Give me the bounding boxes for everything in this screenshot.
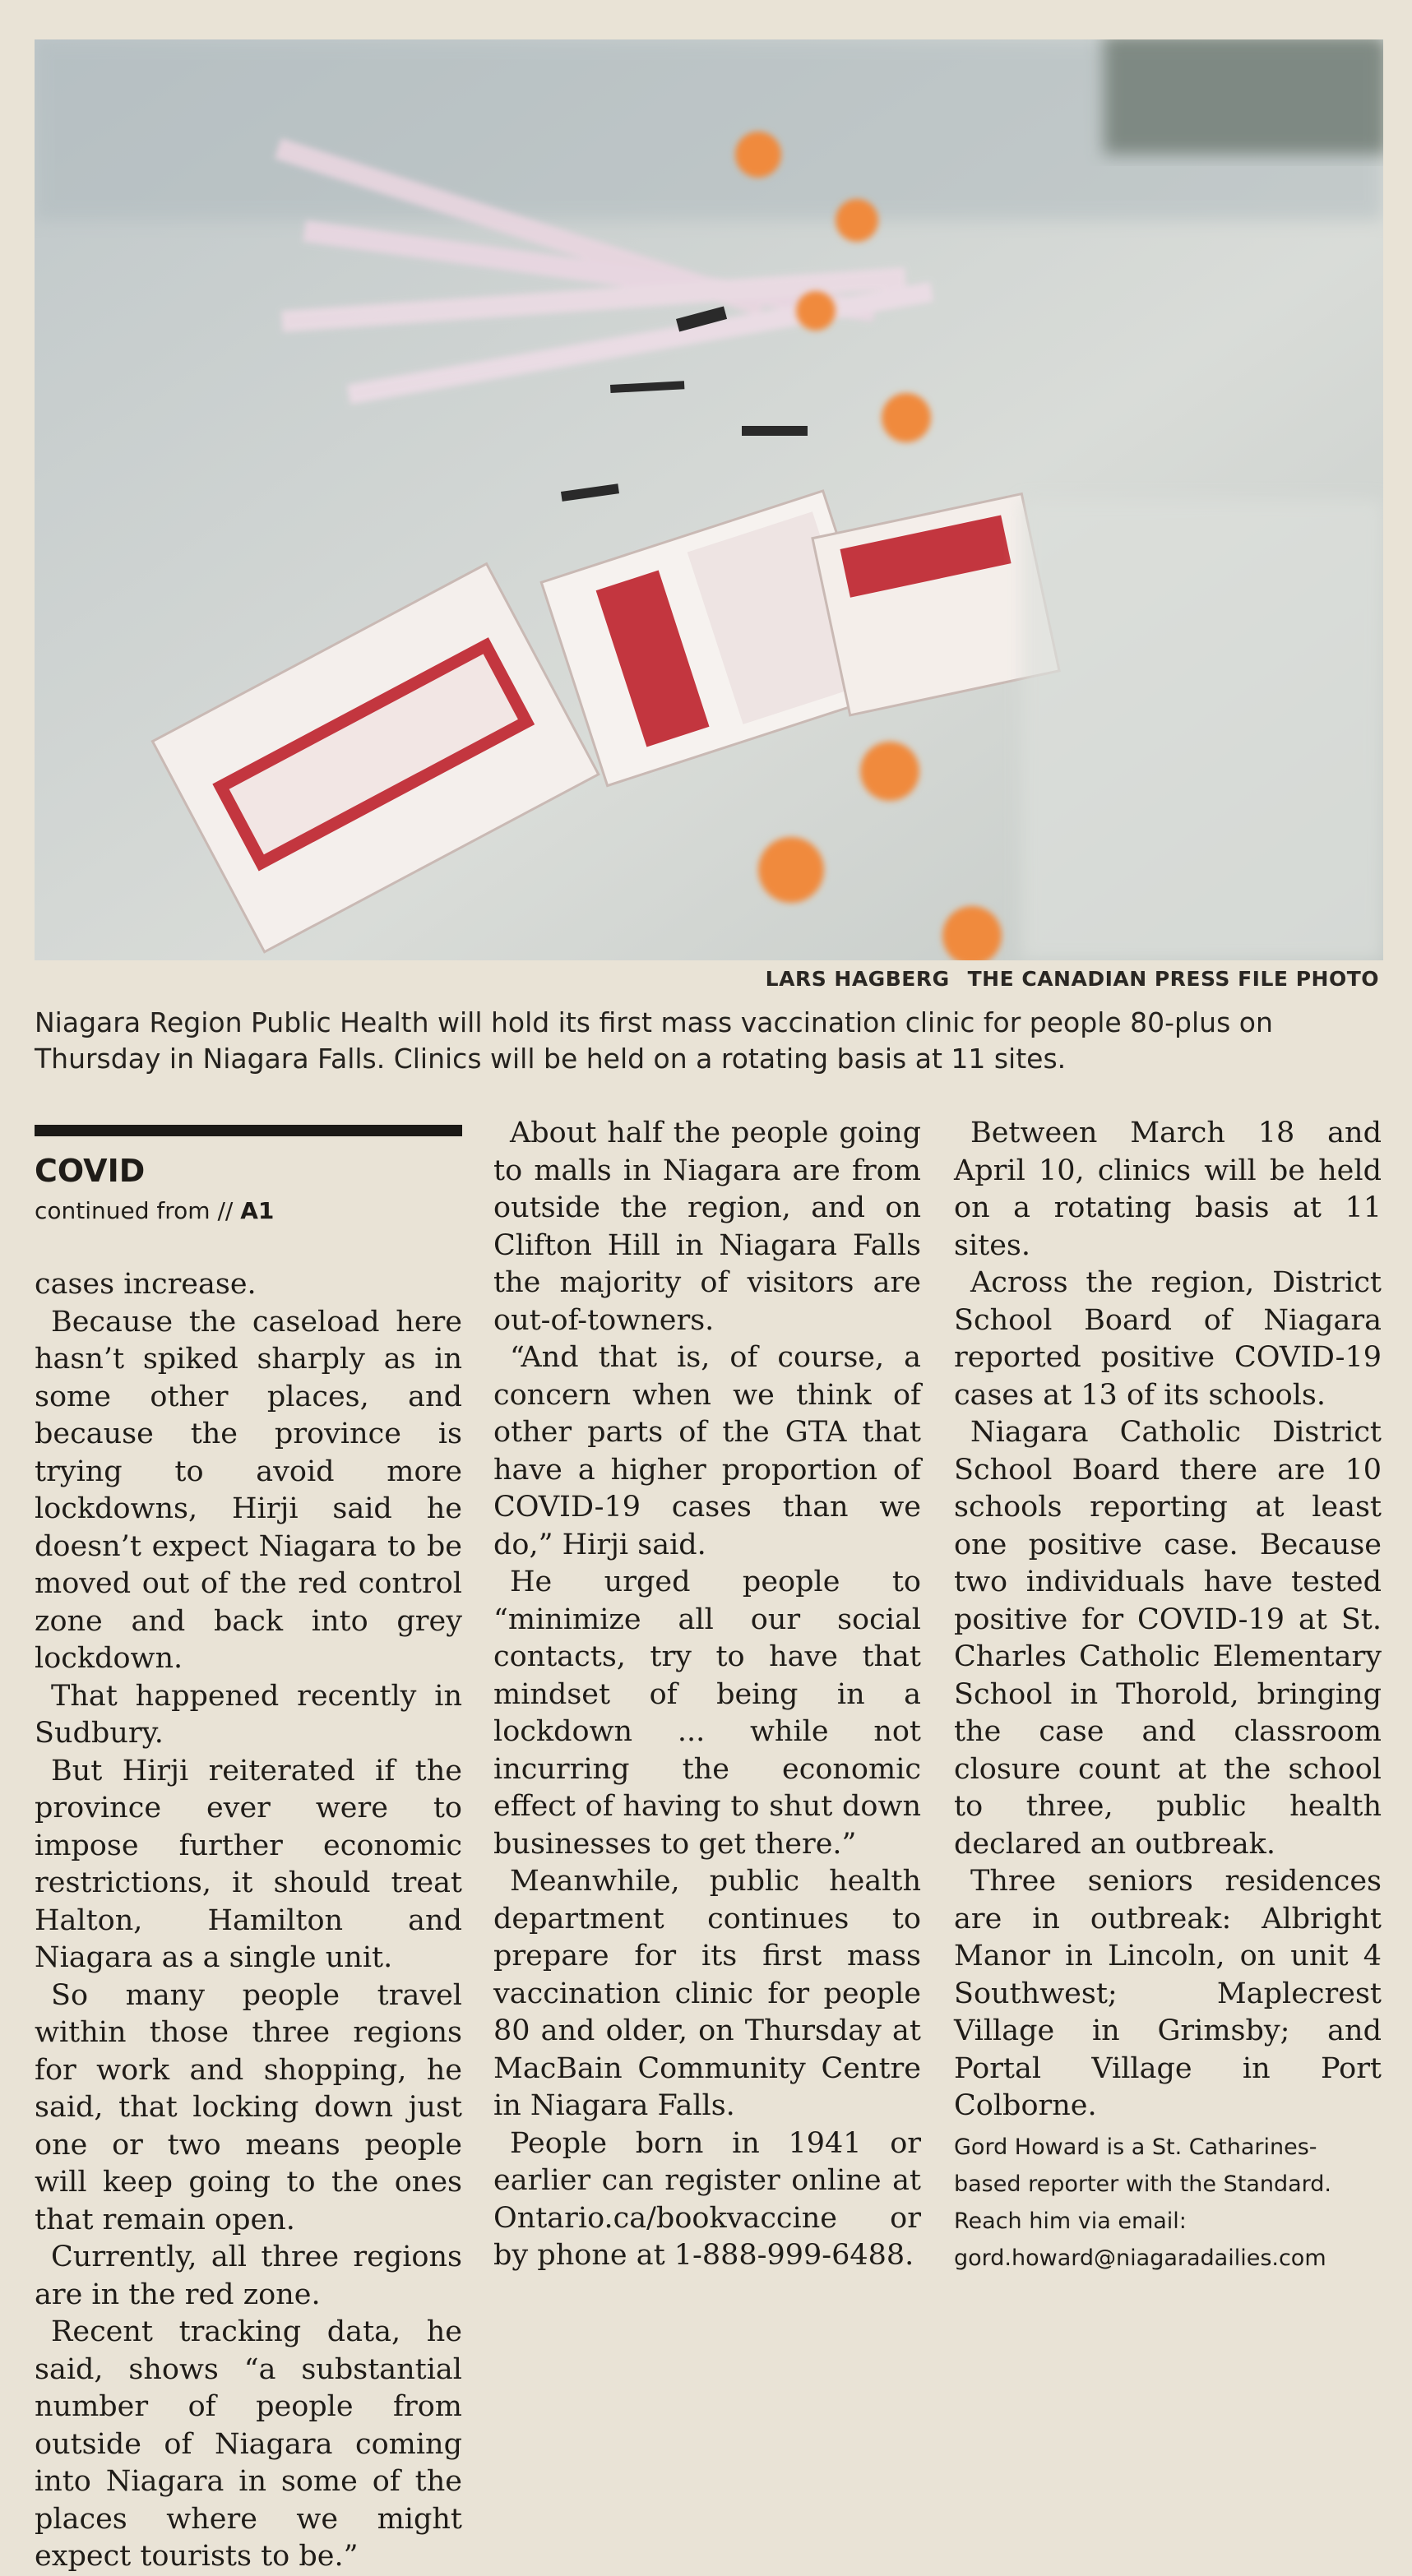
jump-page: A1 [240,1197,275,1224]
paragraph: So many people travel within those three regions for work and shopping, he said, that locking down just one or two means people will keep going to the ones that remain open. [35,1978,462,2236]
story-kicker: COVID [35,1153,146,1189]
paragraph: People born in 1941 or earlier can register online at Ontario.ca/bookvaccine or by phone at 1-888-999-6488. [493,2126,921,2272]
article-column-3 [954,1115,1382,2277]
photo-caption: Niagara Region Public Health will hold its first mass vaccination clinic for people 80-plus on Thursday in Niagara Falls. Clinics will be held on a rotating basis at 11 sites. [35,1006,1273,1075]
paragraph: Across the region, District School Board of Niagara reported positive COVID-19 cases at 13 of its schools. [954,1266,1382,1412]
photo-credit [766,967,1379,991]
paragraph: Three seniors residences are in outbreak: Albright Manor in Lincoln, on unit 4 Southwest; Maplecrest Village in Grimsby; and Portal Village in Port Colborne. [954,1865,1382,2122]
paragraph: cases increase. [35,1268,257,1301]
tagline-line: Reach him via email: [954,2208,1187,2234]
paragraph: Because the caseload here hasn’t spiked sharply as in some other places, and because the province is trying to avoid more lockdowns, Hirji said he doesn’t expect Niagara to be moved out of the red control zone and back into grey lockdown. [35,1305,462,1675]
paragraph: Currently, all three regions are in the red zone. [35,2241,462,2311]
paragraph: That happened recently in Sudbury. [35,1679,462,1750]
paragraph: Between March 18 and April 10, clinics will be held on a rotating basis at 11 sites. [954,1117,1382,1262]
paragraph: “And that is, of course, a concern when we think of other parts of the GTA that have a higher proportion of COVID-19 cases than we do,” Hirji said. [493,1341,921,1561]
article-column-1 [35,1266,462,2576]
paragraph: He urged people to “minimize all our social contacts, try to have that mindset of being in a lockdown ... while not incurring the economic effect of having to shut down businesses to get there.” [493,1565,921,1861]
section-rule [35,1125,462,1136]
tagline-line: based reporter with the Standard. [954,2171,1332,2197]
jump-prefix: continued from // [35,1197,234,1224]
author-email-link[interactable]: gord.howard@niagaradailies.com [954,2245,1326,2271]
author-tagline [954,2129,1382,2277]
paragraph: Meanwhile, public health department continues to prepare for its first mass vaccination clinic for people 80 and older, on Thursday at MacBain Community Centre in Niagara Falls. [493,1865,921,2122]
paragraph: Recent tracking data, he said, shows “a substantial number of people from outside of Niagara coming into Niagara in some of the places where we might expect tourists to be.” [35,2315,462,2573]
jump-line [35,1197,274,1224]
article-column-2 [493,1115,921,2275]
photo-credit-photographer: LARS HAGBERG [765,967,950,991]
tagline-line: Gord Howard is a St. Catharines- [954,2134,1317,2160]
photo-credit-agency: THE CANADIAN PRESS FILE PHOTO [967,967,1379,991]
vaccine-syringes-photo [35,39,1383,960]
paragraph: Niagara Catholic District School Board there are 10 schools reporting at least one positive case. Because two individuals have tested positive for COVID-19 at St. Charles Catholic Elementary School in Thorold, bringing the case and classroom closure count at the school to three, public health declared an outbreak. [954,1416,1382,1861]
paragraph: But Hirji reiterated if the province ever were to impose further economic restrictions, it should treat Halton, Hamilton and Niagara as a single unit. [35,1754,462,1974]
paragraph: About half the people going to malls in Niagara are from outside the region, and on Clifton Hill in Niagara Falls the majority of visitors are out-of-towners. [493,1117,921,1337]
